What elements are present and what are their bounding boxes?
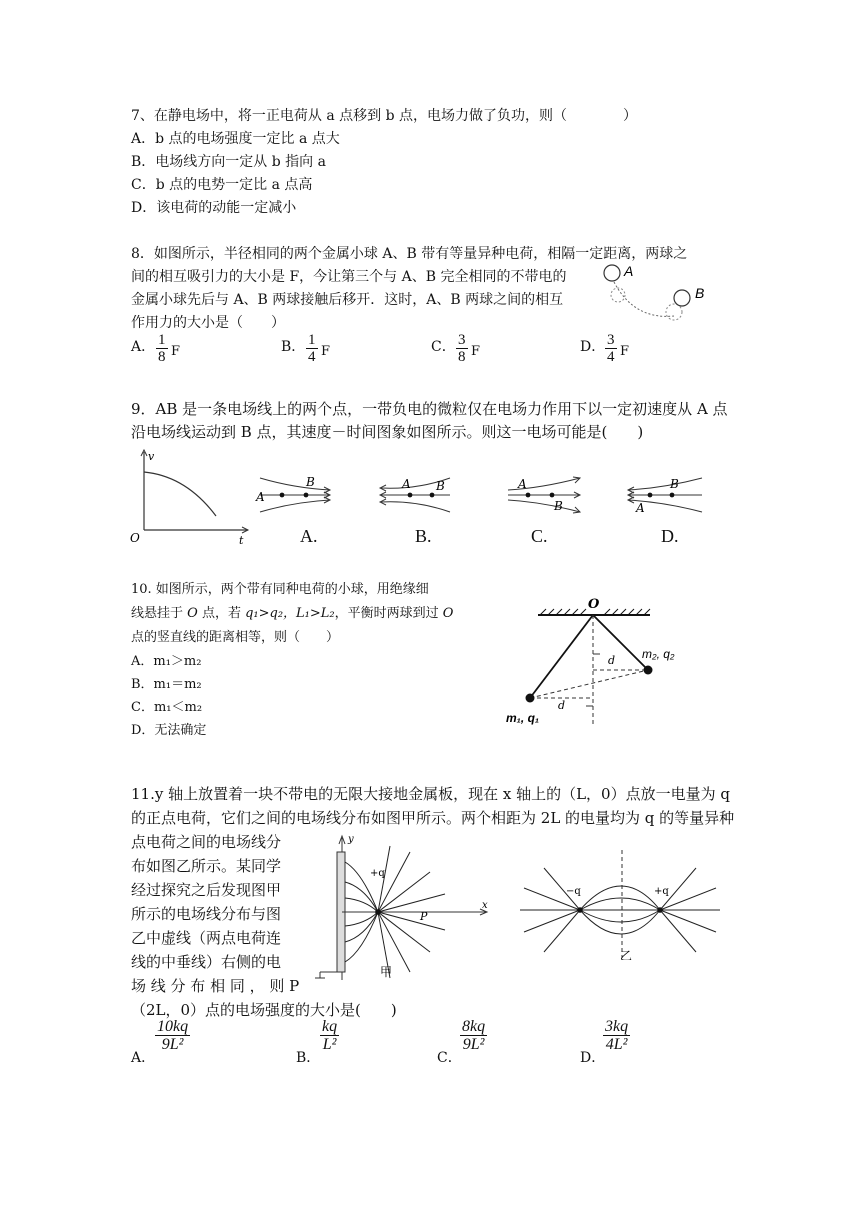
q9-origin: O: [130, 531, 140, 545]
q11-option-a-letter: A．: [131, 1050, 156, 1066]
q11-jia-y: y: [348, 834, 354, 845]
q8-stem-line1: 8．如图所示，半径相同的两个金属小球 A、B 带有等量异种电荷，相隔一定距离，两球之: [131, 246, 688, 262]
q9-field-c-pt-b: B: [554, 499, 563, 513]
q9-caption-c: C.: [531, 526, 548, 546]
q8-option-c-fraction: $\frac{3}{8}$: [458, 332, 466, 365]
q8-stem-line4: 作用力的大小是（ ）: [131, 315, 285, 331]
q9-field-a-pt-b: B: [306, 475, 315, 489]
q9-stem-line2: 沿电场线运动到 B 点，其速度－时间图象如图所示。则这一电场可能是( ): [131, 423, 644, 441]
q11-side-line2: 布如图乙所示。某同学: [131, 857, 282, 875]
q8-option-a-letter: A．: [131, 339, 156, 355]
q8-option-d-fraction: $\frac{3}{4}$: [607, 332, 615, 365]
q9-field-c-pt-a: A: [518, 477, 527, 491]
q9-caption-b: B.: [415, 526, 432, 546]
q8-stem-line2: 间的相互吸引力的大小是 F，今让第三个与 A、B 完全相同的不带电的: [131, 269, 567, 285]
q8-option-b-fraction: $\frac{1}{4}$: [308, 332, 316, 365]
q10-fig-o: O: [588, 597, 600, 612]
q11-option-d-fraction: $\frac{3kq}{\text{4L²}}$: [605, 1018, 629, 1053]
q8-option-d-letter: D．: [580, 339, 606, 355]
q8-label-b: B: [695, 285, 705, 301]
q7-option-c: C．b 点的电势一定比 a 点高: [131, 177, 313, 193]
q11-option-c-fraction: $\frac{8kq}{\text{9L²}}$: [462, 1018, 486, 1053]
q10-option-a: A．m₁＞m₂: [131, 654, 202, 669]
q10-option-b: B．m₁＝m₂: [131, 677, 202, 692]
q11-side-line4: 所示的电场线分布与图: [131, 905, 282, 923]
q9-field-a: [252, 472, 334, 518]
q8-option-c-unit: F: [471, 344, 481, 359]
q8-option-d-unit: F: [620, 344, 630, 359]
q11-yi-caption: 乙: [620, 949, 633, 960]
q9-field-b-pt-b: B: [436, 479, 445, 493]
q9-vt-graph: [126, 448, 256, 548]
q11-option-b-fraction: $\frac{kq}{\text{L²}}$: [322, 1018, 338, 1053]
q11-figure-yi: [514, 848, 724, 960]
q11-jia-charge: +q: [370, 868, 385, 879]
q10-fig-d1: d: [608, 654, 616, 667]
q10-figure: [500, 594, 710, 730]
q11-figure-jia: [310, 832, 500, 982]
q9-axis-v: v: [148, 450, 155, 463]
q11-side-line3: 经过探究之后发现图甲: [131, 881, 282, 899]
q11-stem-line2: 的正点电荷，它们之间的电场线分布如图甲所示。两个相距为 2L 的电量均为 q 的等量异种: [131, 809, 735, 827]
q10-fig-m2: m₂, q₂: [642, 647, 675, 661]
q8-option-c-letter: C．: [431, 339, 456, 355]
q11-stem-line1: 11.y 轴上放置着一块不带电的无限大接地金属板，现在 x 轴上的（L，0）点放一电量为 q: [131, 785, 730, 803]
q7-option-a: A．b 点的电场强度一定比 a 点大: [131, 131, 340, 147]
q8-option-a-unit: F: [171, 344, 181, 359]
q11-jia-caption: 甲: [380, 965, 393, 979]
q11-side-line6: 线的中垂线）右侧的电: [131, 953, 282, 971]
q9-field-c: [502, 472, 584, 518]
q10-option-d: D．无法确定: [131, 723, 207, 738]
q10-stem-line2: 线悬挂于 O 点，若 q₁>q₂，L₁>L₂，平衡时两球到过 O: [131, 606, 454, 621]
q10-fig-m1: m₁, q₁: [506, 711, 540, 725]
q8-option-b-unit: F: [321, 344, 331, 359]
q8-stem-line3: 金属小球先后与 A、B 两球接触后移开．这时，A、B 两球之间的相互: [131, 292, 564, 308]
q9-axis-t: t: [239, 534, 244, 547]
q11-jia-p: P: [420, 910, 428, 923]
q9-field-b-pt-a: A: [402, 477, 411, 491]
q10-stem-line3: 点的竖直线的距离相等，则（ ）: [131, 630, 340, 645]
q11-side-line5: 乙中虚线（两点电荷连: [131, 929, 282, 947]
q11-option-c-letter: C．: [437, 1050, 462, 1066]
q10-option-c: C．m₁＜m₂: [131, 700, 203, 715]
q7-option-d: D．该电荷的动能一定减小: [131, 200, 297, 216]
q11-option-d-letter: D．: [580, 1050, 606, 1066]
q11-jia-x: x: [482, 900, 488, 911]
q7-option-b: B．电场线方向一定从 b 指向 a: [131, 154, 326, 170]
q8-option-b-letter: B．: [281, 339, 306, 355]
q7-stem: 7、在静电场中，将一正电荷从 a 点移到 b 点，电场力做了负功，则（ ）: [131, 108, 638, 124]
q9-field-d: [624, 472, 706, 518]
q9-field-d-pt-a: A: [636, 501, 645, 515]
q10-fig-d2: d: [558, 699, 566, 712]
q11-side-line7: 场 线 分 布 相 同 ， 则 P: [131, 977, 300, 995]
q11-yi-neg: −q: [566, 886, 581, 897]
q9-field-a-pt-a: A: [256, 490, 265, 504]
q8-figure: [594, 260, 724, 324]
q9-caption-a: A.: [300, 526, 318, 546]
q11-stem-last: （2L，0）点的电场强度的大小是( ): [131, 1001, 397, 1019]
q8-label-a: A: [624, 263, 634, 279]
q10-stem-line1: 10. 如图所示，两个带有同种电荷的小球，用绝缘细: [131, 582, 429, 597]
q11-option-a-fraction: $\frac{10kq}{\text{9L²}}$: [157, 1018, 189, 1053]
q9-caption-d: D.: [661, 526, 679, 546]
q11-yi-pos: +q: [654, 886, 669, 897]
q8-option-a-fraction: $\frac{1}{8}$: [158, 332, 166, 365]
q9-field-d-pt-b: B: [670, 477, 679, 491]
q9-stem-line1: 9．AB 是一条电场线上的两个点，一带负电的微粒仅在电场力作用下以一定初速度从 A 点: [131, 400, 728, 418]
q11-option-b-letter: B．: [296, 1050, 321, 1066]
q11-side-line1: 点电荷之间的电场线分: [131, 833, 282, 851]
q9-field-b: [376, 472, 458, 518]
